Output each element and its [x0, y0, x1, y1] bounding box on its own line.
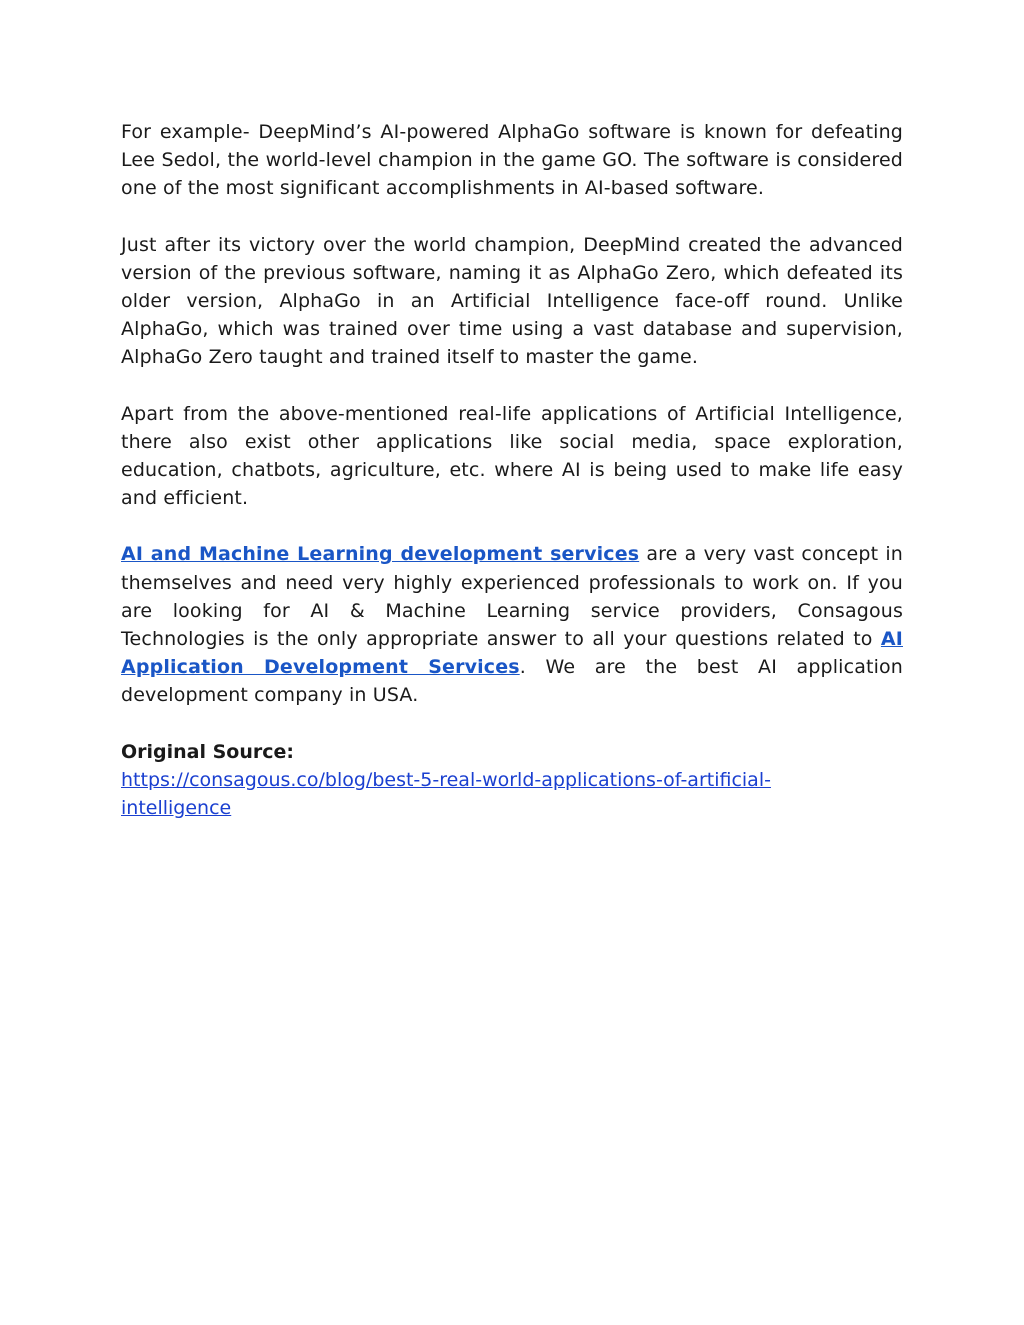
original-source-block — [121, 738, 903, 823]
document-page — [121, 118, 903, 822]
ai-ml-services-link[interactable]: AI and Machine Learning development services — [121, 543, 640, 566]
original-source-url-link[interactable]: https://consagous.co/blog/best-5-real-world-applications-of-artificial-intelligence — [121, 768, 771, 820]
services-text-1: are a very vast concept in themselves and need very highly experienced professionals to work on. If you are looking for AI & Machine Learning service providers, Consagous Technologies is the only appropriate answer to all your questions related to — [121, 543, 903, 651]
paragraph-other-applications: Apart from the above-mentioned real-life applications of Artificial Intelligence, there also exist other applications like social media, space exploration, education, chatbots, agriculture, etc. where AI is being used to make life easy and efficient. — [121, 402, 903, 510]
services-text-2: . We are the best AI application development company in USA. — [121, 656, 903, 707]
ai-app-dev-services-link[interactable]: AI Application Development Services — [121, 628, 903, 679]
paragraph-alphago: For example- DeepMind’s AI-powered AlphaGo software is known for defeating Lee Sedol, the world-level champion in the game GO. The software is considered one of the most significant accomplishments in AI-based software. — [121, 121, 903, 200]
original-source-heading: Original Source: — [121, 740, 295, 763]
paragraph-services — [121, 540, 903, 709]
paragraph-alphago-zero: Just after its victory over the world champion, DeepMind created the advanced version of the previous software, naming it as AlphaGo Zero, which defeated its older version, AlphaGo in an Artificial Intelligence face-off round. Unlike AlphaGo, which was trained over time using a vast database and supervision, AlphaGo Zero taught and trained itself to master the game. — [121, 233, 903, 369]
